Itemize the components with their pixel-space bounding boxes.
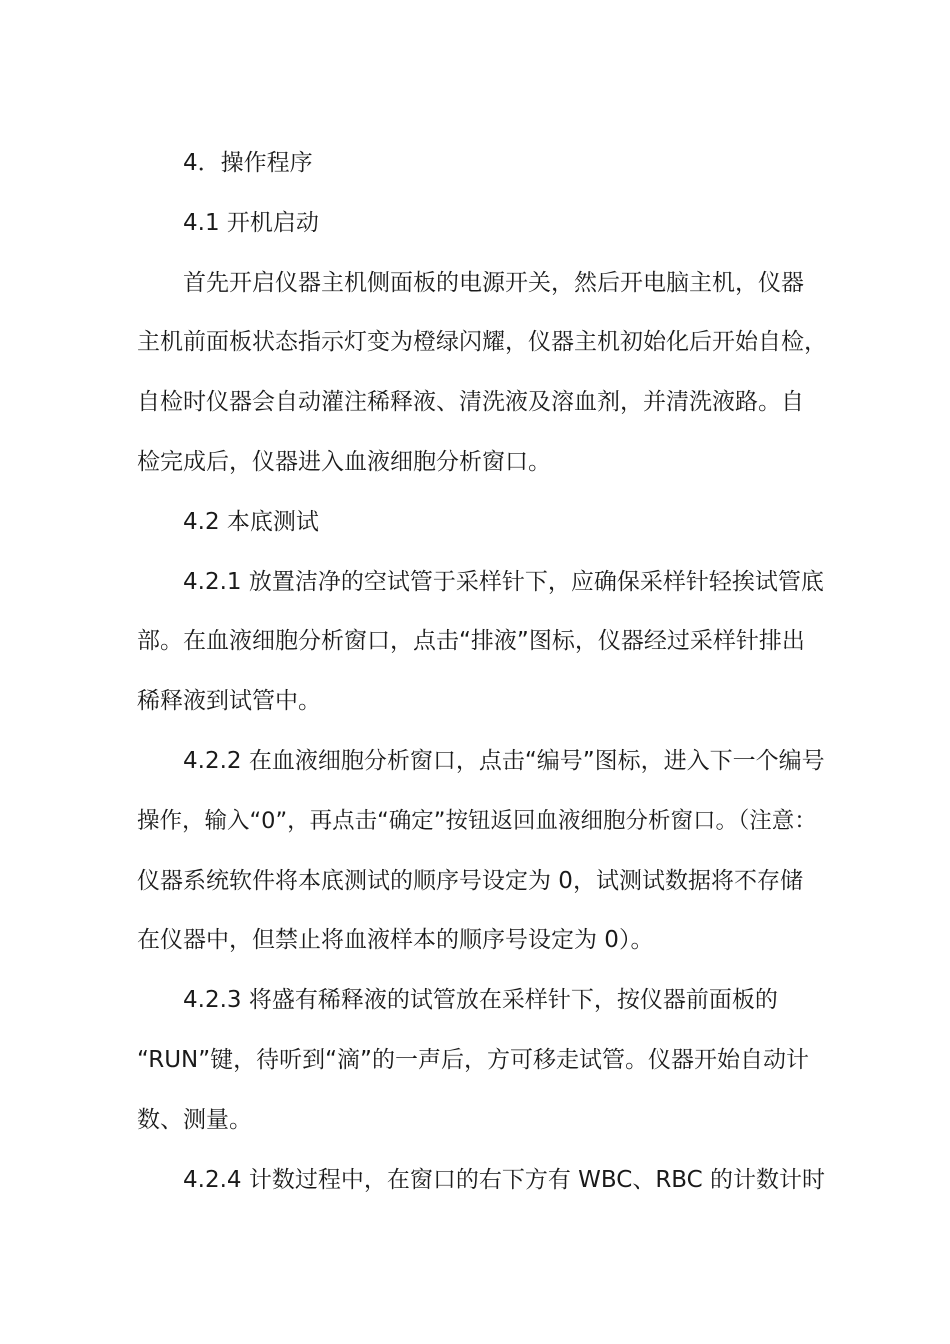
paragraph-line: 仪器系统软件将本底测试的顺序号设定为 0，试测试数据将不存储 (137, 867, 803, 894)
subsection-heading-4-2: 4.2 本底测试 (183, 508, 319, 535)
subsection-heading-4-1: 4.1 开机启动 (183, 209, 319, 236)
paragraph-line: “RUN”键，待听到“滴”的一声后，方可移走试管。仪器开始自动计 (137, 1046, 809, 1073)
section-heading-4: 4．操作程序 (183, 150, 313, 176)
paragraph-line: 部。在血液细胞分析窗口，点击“排液”图标，仪器经过采样针排出 (137, 628, 805, 655)
paragraph-line: 数、测量。 (137, 1106, 252, 1133)
paragraph-line: 检完成后，仪器进入血液细胞分析窗口。 (137, 448, 551, 475)
paragraph-line: 自检时仪器会自动灌注稀释液、清洗液及溶血剂，并清洗液路。自 (137, 389, 804, 416)
paragraph-line: 4.2.4 计数过程中，在窗口的右下方有 WBC、RBC 的计数计时 (183, 1166, 826, 1193)
paragraph-line: 4.2.2 在血液细胞分析窗口，点击“编号”图标，进入下一个编号 (183, 747, 825, 774)
paragraph-line: 4.2.3 将盛有稀释液的试管放在采样针下，按仪器前面板的 (183, 987, 778, 1014)
paragraph-line: 4.2.1 放置洁净的空试管于采样针下，应确保采样针轻挨试管底 (183, 568, 824, 595)
document-body (137, 145, 827, 1221)
paragraph-line: 稀释液到试管中。 (137, 688, 321, 715)
paragraph-line: 首先开启仪器主机侧面板的电源开关，然后开电脑主机，仪器 (183, 269, 804, 296)
paragraph-line: 在仪器中，但禁止将血液样本的顺序号设定为 0）。 (137, 927, 654, 954)
paragraph-line: 主机前面板状态指示灯变为橙绿闪耀，仪器主机初始化后开始自检， (137, 329, 827, 356)
paragraph-line: 操作，输入“0”，再点击“确定”按钮返回血液细胞分析窗口。（注意： (137, 807, 817, 834)
